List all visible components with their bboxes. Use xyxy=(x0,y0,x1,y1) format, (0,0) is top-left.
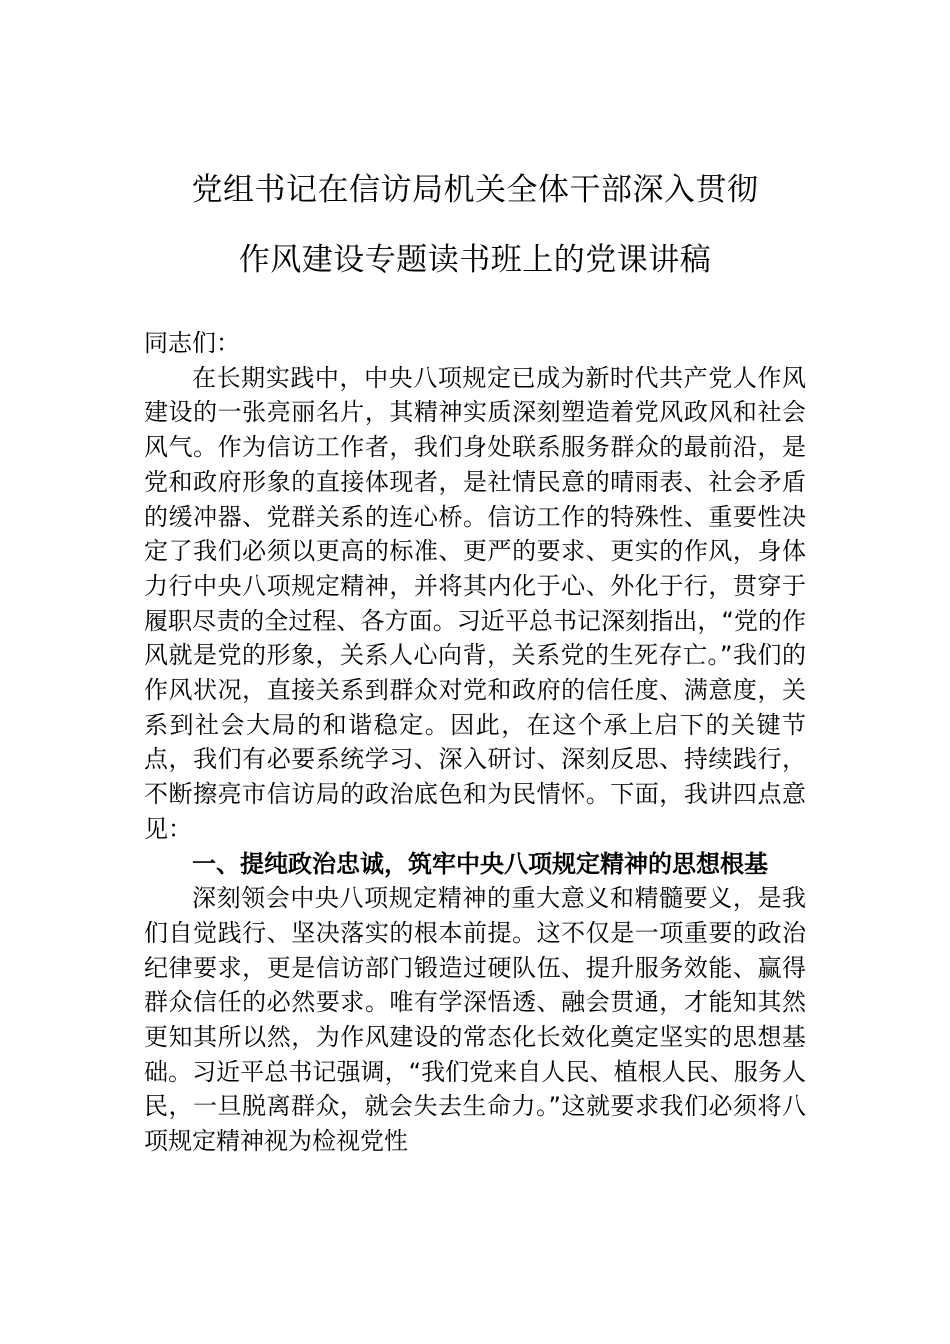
document-body xyxy=(144,326,806,1159)
body-paragraph-2: 深刻领会中央八项规定精神的重大意义和精髓要义，是我们自觉践行、坚决落实的根本前提。这不仅是一项重要的政治纪律要求，更是信访部门锻造过硬队伍、提升服务效能、赢得群众信任的必然要求。唯有学深悟透、融会贯通，才能知其然更知其所以然，为作风建设的常态化长效化奠定坚实的思想基础。习近平总书记强调，“我们党来自人民、植根人民、服务人民，一旦脱离群众，就会失去生命力。”这就要求我们必须将八项规定精神视为检视党性 xyxy=(144,884,806,1156)
body-paragraph-1: 在长期实践中，中央八项规定已成为新时代共产党人作风建设的一张亮丽名片，其精神实质深刻塑造着党风政风和社会风气。作为信访工作者，我们身处联系服务群众的最前沿，是党和政府形象的直接体现者，是社情民意的晴雨表、社会矛盾的缓冲器、党群关系的连心桥。信访工作的特殊性、重要性决定了我们必须以更高的标准、更严的要求、更实的作风，身体力行中央八项规定精神，并将其内化于心、外化于行，贯穿于履职尽责的全过程、各方面。习近平总书记深刻指出，“党的作风就是党的形象，关系人心向背，关系党的生死存亡。”我们的作风状况，直接关系到群众对党和政府的信任度、满意度，关系到社会大局的和谐稳定。因此，在这个承上启下的关键节点，我们有必要系统学习、深入研讨、深刻反思、持续践行，不断擦亮市信访局的政治底色和为民情怀。下面，我讲四点意见： xyxy=(144,363,806,843)
section-heading-1: 一、提纯政治忠诚，筑牢中央八项规定精神的思想根基 xyxy=(192,849,768,878)
document-title-line-2: 作风建设专题读书班上的党课讲稿 xyxy=(238,242,712,278)
salutation: 同志们： xyxy=(144,329,240,357)
document-title-line-1: 党组书记在信访局机关全体干部深入贯彻 xyxy=(191,172,759,208)
